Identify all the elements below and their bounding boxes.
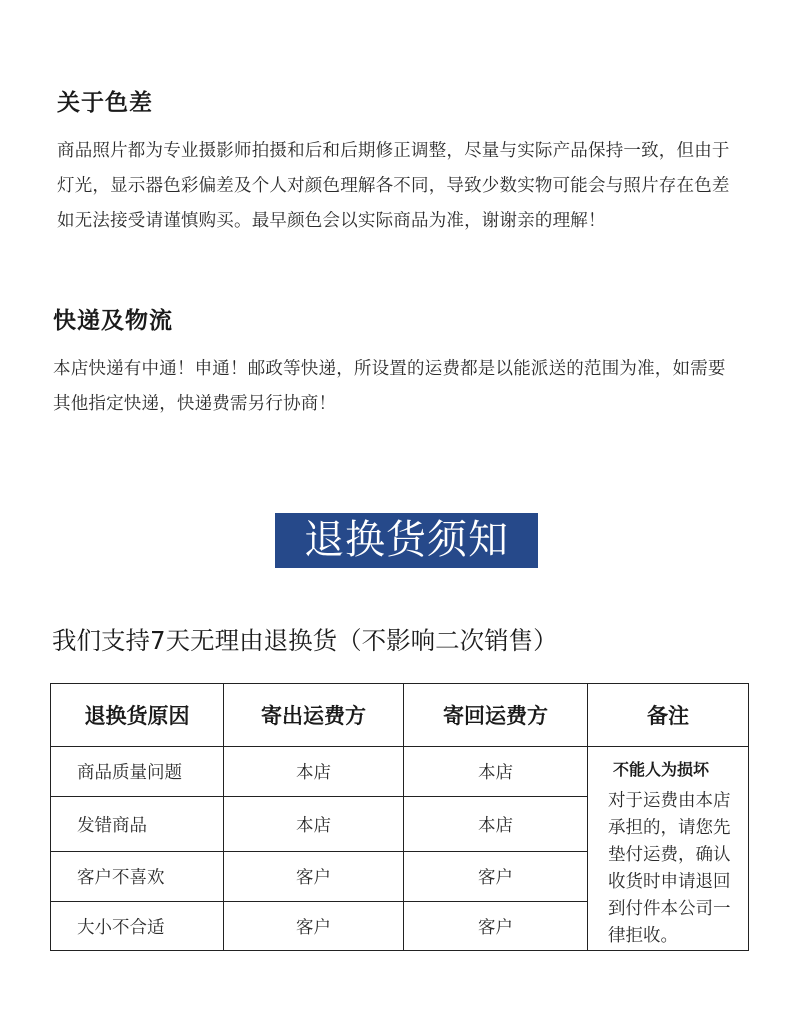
note-line: 对于运费由本店 <box>608 791 731 811</box>
returns-banner: 退换货须知 <box>275 513 538 568</box>
note-line: 收货时申请退回 <box>608 872 731 892</box>
outbound-payer-cell: 客户 <box>224 852 404 902</box>
shipping-text <box>53 352 726 422</box>
color-difference-line: 如无法接受请谨慎购买。最早颜色会以实际商品为准，谢谢亲的理解！ <box>57 211 606 231</box>
shipping-line: 其他指定快递，快递费需另行协商！ <box>53 394 337 414</box>
reason-cell: 商品质量问题 <box>51 747 224 797</box>
note-text <box>608 788 736 950</box>
reason-cell: 客户不喜欢 <box>51 852 224 902</box>
return-payer-cell: 本店 <box>404 796 588 851</box>
color-difference-line: 商品照片都为专业摄影师拍摄和后和后期修正调整，尽量与实际产品保持一致，但由于 <box>57 141 730 161</box>
note-line: 律拒收。 <box>608 926 678 946</box>
return-policy-table <box>50 683 749 951</box>
reason-cell: 发错商品 <box>51 796 224 851</box>
return-payer-cell: 本店 <box>404 747 588 797</box>
outbound-payer-cell: 本店 <box>224 747 404 797</box>
note-line: 到付件本公司一 <box>608 899 731 919</box>
outbound-payer-cell: 本店 <box>224 796 404 851</box>
note-title: 不能人为损坏 <box>613 760 710 779</box>
color-difference-text <box>57 134 730 239</box>
return-policy-statement: 我们支持7天无理由退换货（不影响二次销售） <box>52 626 558 655</box>
reason-cell: 大小不合适 <box>51 902 224 951</box>
notes-cell <box>588 747 749 951</box>
header-notes: 备注 <box>588 684 749 747</box>
note-line: 垫付运费，确认 <box>608 845 731 865</box>
shipping-title: 快递及物流 <box>53 308 173 334</box>
color-difference-line: 灯光，显示器色彩偏差及个人对颜色理解各不同，导致少数实物可能会与照片存在色差 <box>57 176 730 196</box>
table-header-row <box>51 684 749 747</box>
header-return-shipping: 寄回运费方 <box>404 684 588 747</box>
table-row <box>51 747 749 797</box>
header-outbound-shipping: 寄出运费方 <box>224 684 404 747</box>
note-line: 承担的，请您先 <box>608 818 731 838</box>
header-reason: 退换货原因 <box>51 684 224 747</box>
return-payer-cell: 客户 <box>404 902 588 951</box>
shipping-line: 本店快递有中通！申通！邮政等快递，所设置的运费都是以能派送的范围为准，如需要 <box>53 359 726 379</box>
outbound-payer-cell: 客户 <box>224 902 404 951</box>
return-payer-cell: 客户 <box>404 852 588 902</box>
color-difference-title: 关于色差 <box>57 90 153 116</box>
